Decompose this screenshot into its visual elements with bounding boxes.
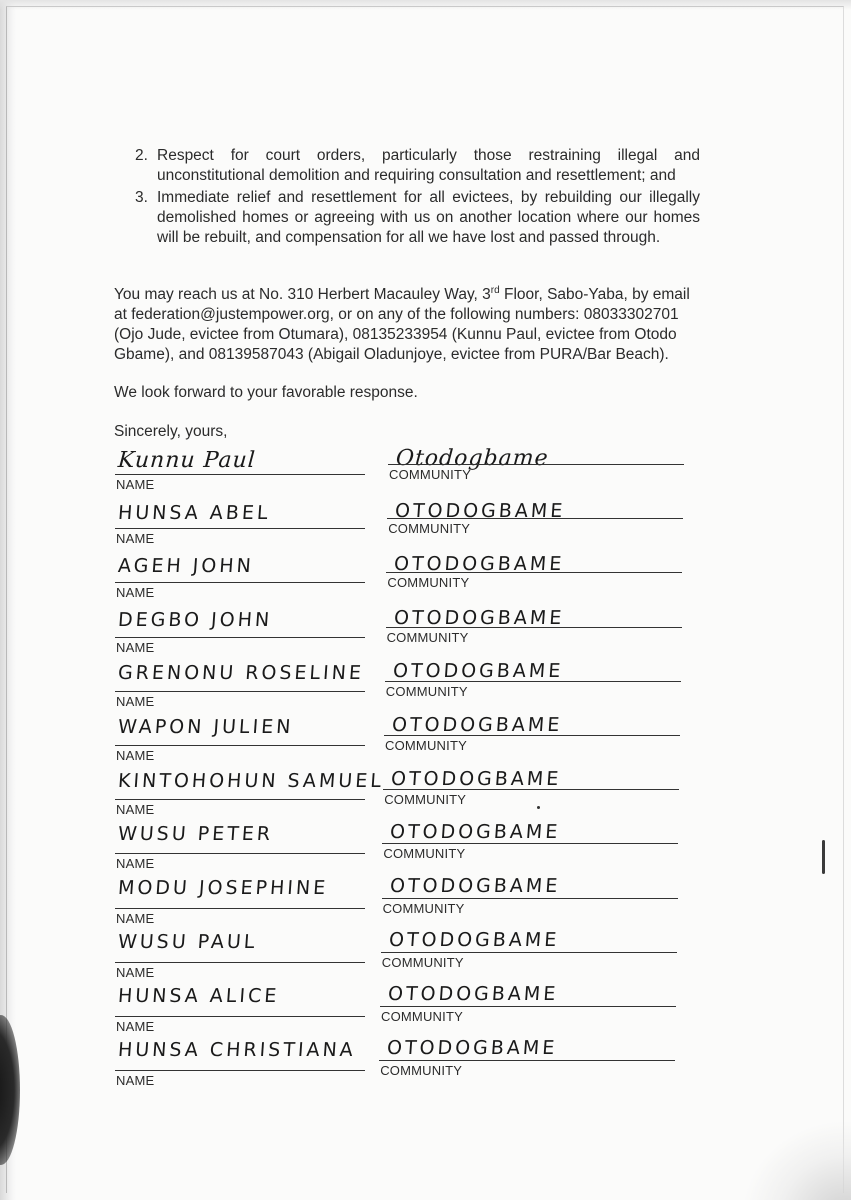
community-label: COMMUNITY bbox=[381, 1009, 463, 1024]
name-line bbox=[115, 745, 365, 746]
community-line bbox=[379, 1060, 675, 1061]
name-label: NAME bbox=[116, 748, 155, 763]
community-label: COMMUNITY bbox=[388, 521, 471, 537]
name-line bbox=[115, 528, 365, 529]
list-item-text: Immediate relief and resettlement for all evictees, by rebuilding our illegally demolished homes or agreeing with us on another location where our homes will be rebuilt, and compensation for all we have lost and passed through. bbox=[157, 189, 700, 246]
name-label: NAME bbox=[116, 477, 155, 492]
community-label: COMMUNITY bbox=[389, 467, 471, 482]
community-label: COMMUNITY bbox=[385, 738, 467, 753]
list-item bbox=[135, 146, 700, 186]
name-label: NAME bbox=[116, 585, 155, 601]
contact-text-end: Floor, Sabo-Yaba, by email at federation@justempower.org, or on any of the following numbers: 08033302701 (Ojo Jude, evictee from Otumara), 08135233954 (Kunnu Paul, evictee from Otodo Gbame), and 08139587043 (Abigail Oladunjoye, evictee from PURA/Bar Beach). bbox=[114, 286, 690, 364]
ink-mark bbox=[822, 840, 825, 874]
signer-community: OTODOGBAME bbox=[393, 553, 566, 576]
community-line bbox=[387, 518, 683, 519]
signer-name: HUNSA CHRISTIANA bbox=[117, 1039, 357, 1062]
signer-name: AGEH JOHN bbox=[117, 555, 255, 578]
name-line bbox=[115, 637, 365, 638]
signer-name: HUNSA ABEL bbox=[117, 501, 272, 524]
name-line bbox=[115, 853, 365, 854]
name-line bbox=[115, 1070, 365, 1071]
name-line bbox=[115, 691, 365, 692]
signer-name: KINTOHOHUN SAMUEL bbox=[117, 769, 385, 792]
signer-name: GRENONU ROSELINE bbox=[117, 662, 365, 685]
community-label: COMMUNITY bbox=[386, 629, 469, 645]
name-line bbox=[115, 474, 365, 475]
signer-name: WAPON JULIEN bbox=[117, 716, 295, 738]
community-line bbox=[388, 464, 684, 465]
community-line bbox=[384, 735, 680, 736]
community-label: COMMUNITY bbox=[380, 1063, 463, 1079]
name-line bbox=[115, 962, 365, 963]
signer-name: HUNSA ALICE bbox=[117, 985, 281, 1008]
signer-community: OTODOGBAME bbox=[387, 983, 560, 1006]
contact-paragraph bbox=[114, 281, 704, 365]
contact-text-start: You may reach us at No. 310 Herbert Macauley Way, 3 bbox=[114, 286, 491, 304]
signer-name: DEGBO JOHN bbox=[117, 608, 273, 631]
signer-name: MODU JOSEPHINE bbox=[117, 876, 329, 899]
name-line bbox=[115, 908, 365, 909]
name-label: NAME bbox=[116, 639, 155, 655]
signer-community: OTODOGBAME bbox=[391, 714, 564, 736]
name-line bbox=[115, 1016, 365, 1017]
community-line bbox=[383, 789, 679, 790]
signer-name: WUSU PETER bbox=[117, 823, 274, 846]
signer-community: Otodogbame bbox=[395, 446, 550, 471]
community-label: COMMUNITY bbox=[385, 683, 468, 699]
community-label: COMMUNITY bbox=[381, 954, 464, 970]
signer-community: OTODOGBAME bbox=[392, 606, 565, 629]
list-item-text: Respect for court orders, particularly those restraining illegal and unconstitutional demolition and requiring consultation and resettlement; and bbox=[157, 147, 700, 184]
page-corner-shadow bbox=[741, 1120, 851, 1200]
name-label: NAME bbox=[116, 910, 155, 926]
community-line bbox=[385, 681, 681, 682]
demands-list bbox=[135, 146, 700, 250]
community-label: COMMUNITY bbox=[382, 900, 465, 916]
community-label: COMMUNITY bbox=[384, 792, 467, 808]
signer-community: OTODOGBAME bbox=[388, 874, 561, 897]
community-line bbox=[382, 898, 678, 899]
list-item-number: 3. bbox=[135, 189, 148, 206]
name-label: NAME bbox=[116, 531, 155, 547]
list-item-number: 2. bbox=[135, 147, 148, 164]
closing-line: We look forward to your favorable response. bbox=[114, 384, 418, 401]
name-label: NAME bbox=[116, 693, 155, 709]
list-item bbox=[135, 188, 700, 248]
community-line bbox=[386, 627, 682, 628]
signer-name: Kunnu Paul bbox=[117, 448, 257, 473]
community-line bbox=[386, 572, 682, 573]
contact-text-superscript: rd bbox=[490, 285, 500, 296]
signer-name: WUSU PAUL bbox=[117, 931, 259, 953]
signer-community: OTODOGBAME bbox=[390, 767, 563, 790]
name-label: NAME bbox=[116, 802, 155, 818]
signoff: Sincerely, yours, bbox=[114, 423, 228, 440]
signer-community: OTODOGBAME bbox=[386, 1037, 559, 1060]
signer-community: OTODOGBAME bbox=[394, 499, 567, 522]
community-line bbox=[380, 1006, 676, 1007]
signer-community: OTODOGBAME bbox=[392, 660, 564, 683]
name-label: NAME bbox=[116, 856, 155, 872]
ink-dot bbox=[537, 806, 540, 809]
signer-community: OTODOGBAME bbox=[389, 821, 562, 844]
community-label: COMMUNITY bbox=[387, 575, 470, 591]
name-line bbox=[115, 582, 365, 583]
name-line bbox=[115, 799, 365, 800]
name-label: NAME bbox=[116, 964, 155, 980]
community-line bbox=[381, 952, 677, 953]
community-line bbox=[382, 843, 678, 844]
signer-community: OTODOGBAME bbox=[388, 929, 560, 951]
community-label: COMMUNITY bbox=[383, 846, 466, 862]
name-label: NAME bbox=[116, 1073, 155, 1089]
name-label: NAME bbox=[116, 1019, 155, 1034]
